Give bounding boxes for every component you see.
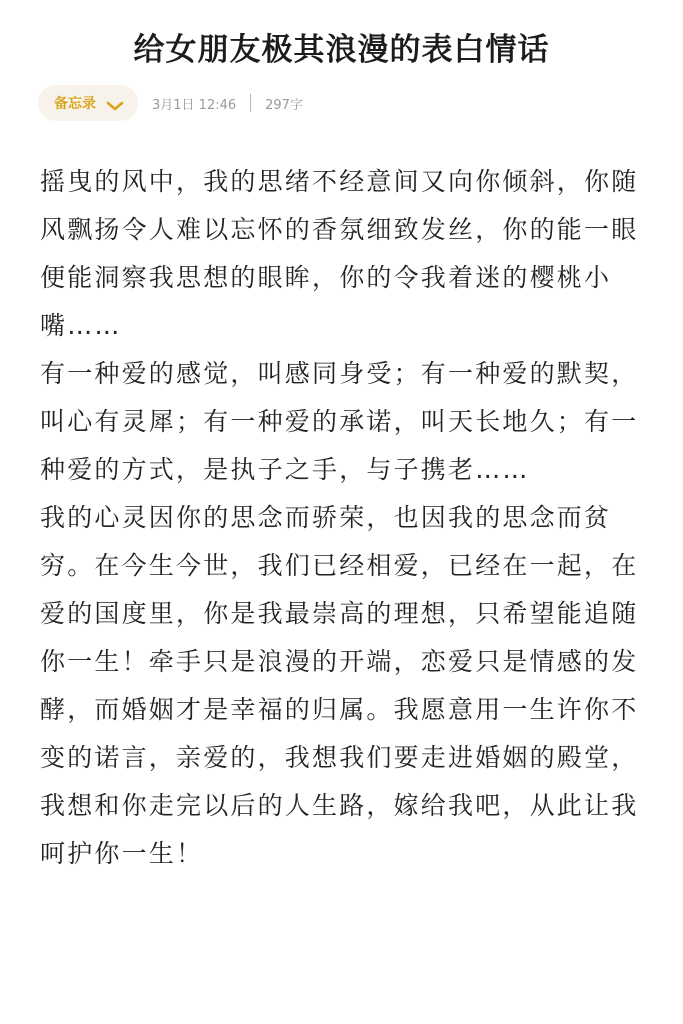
note-paragraph: 有一种爱的感觉，叫感同身受；有一种爱的默契，叫心有灵犀；有一种爱的承诺，叫天长地久；有一种爱的方式，是执子之手，与子携老…… (40, 359, 639, 484)
chevron-down-icon (106, 97, 124, 109)
note-date: 3月1日 12:46 (152, 97, 237, 113)
folder-selector-button[interactable] (38, 85, 138, 121)
note-meta-bar (38, 84, 303, 122)
note-title: 给女朋友极其浪漫的表白情话 (133, 32, 550, 68)
note-char-count: 297字 (265, 97, 303, 113)
note-paragraph: 摇曳的风中，我的思绪不经意间又向你倾斜，你随风飘扬令人难以忘怀的香氛细致发丝，你的能一眼便能洞察我思想的眼眸，你的令我着迷的樱桃小嘴…… (40, 167, 639, 340)
folder-label: 备忘录 (54, 96, 96, 112)
note-body[interactable] (40, 158, 648, 878)
meta-divider (250, 94, 251, 112)
note-paragraph: 我的心灵因你的思念而骄荣，也因我的思念而贫穷。在今生今世，我们已经相爱，已经在一起，在爱的国度里，你是我最崇高的理想，只希望能追随你一生！牵手只是浪漫的开端，恋爱只是情感的发酵，而婚姻才是幸福的归属。我愿意用一生许你不变的诺言，亲爱的，我想我们要走进婚姻的殿堂，我想和你走完以后的人生路，嫁给我吧，从此让我呵护你一生！ (40, 503, 639, 868)
